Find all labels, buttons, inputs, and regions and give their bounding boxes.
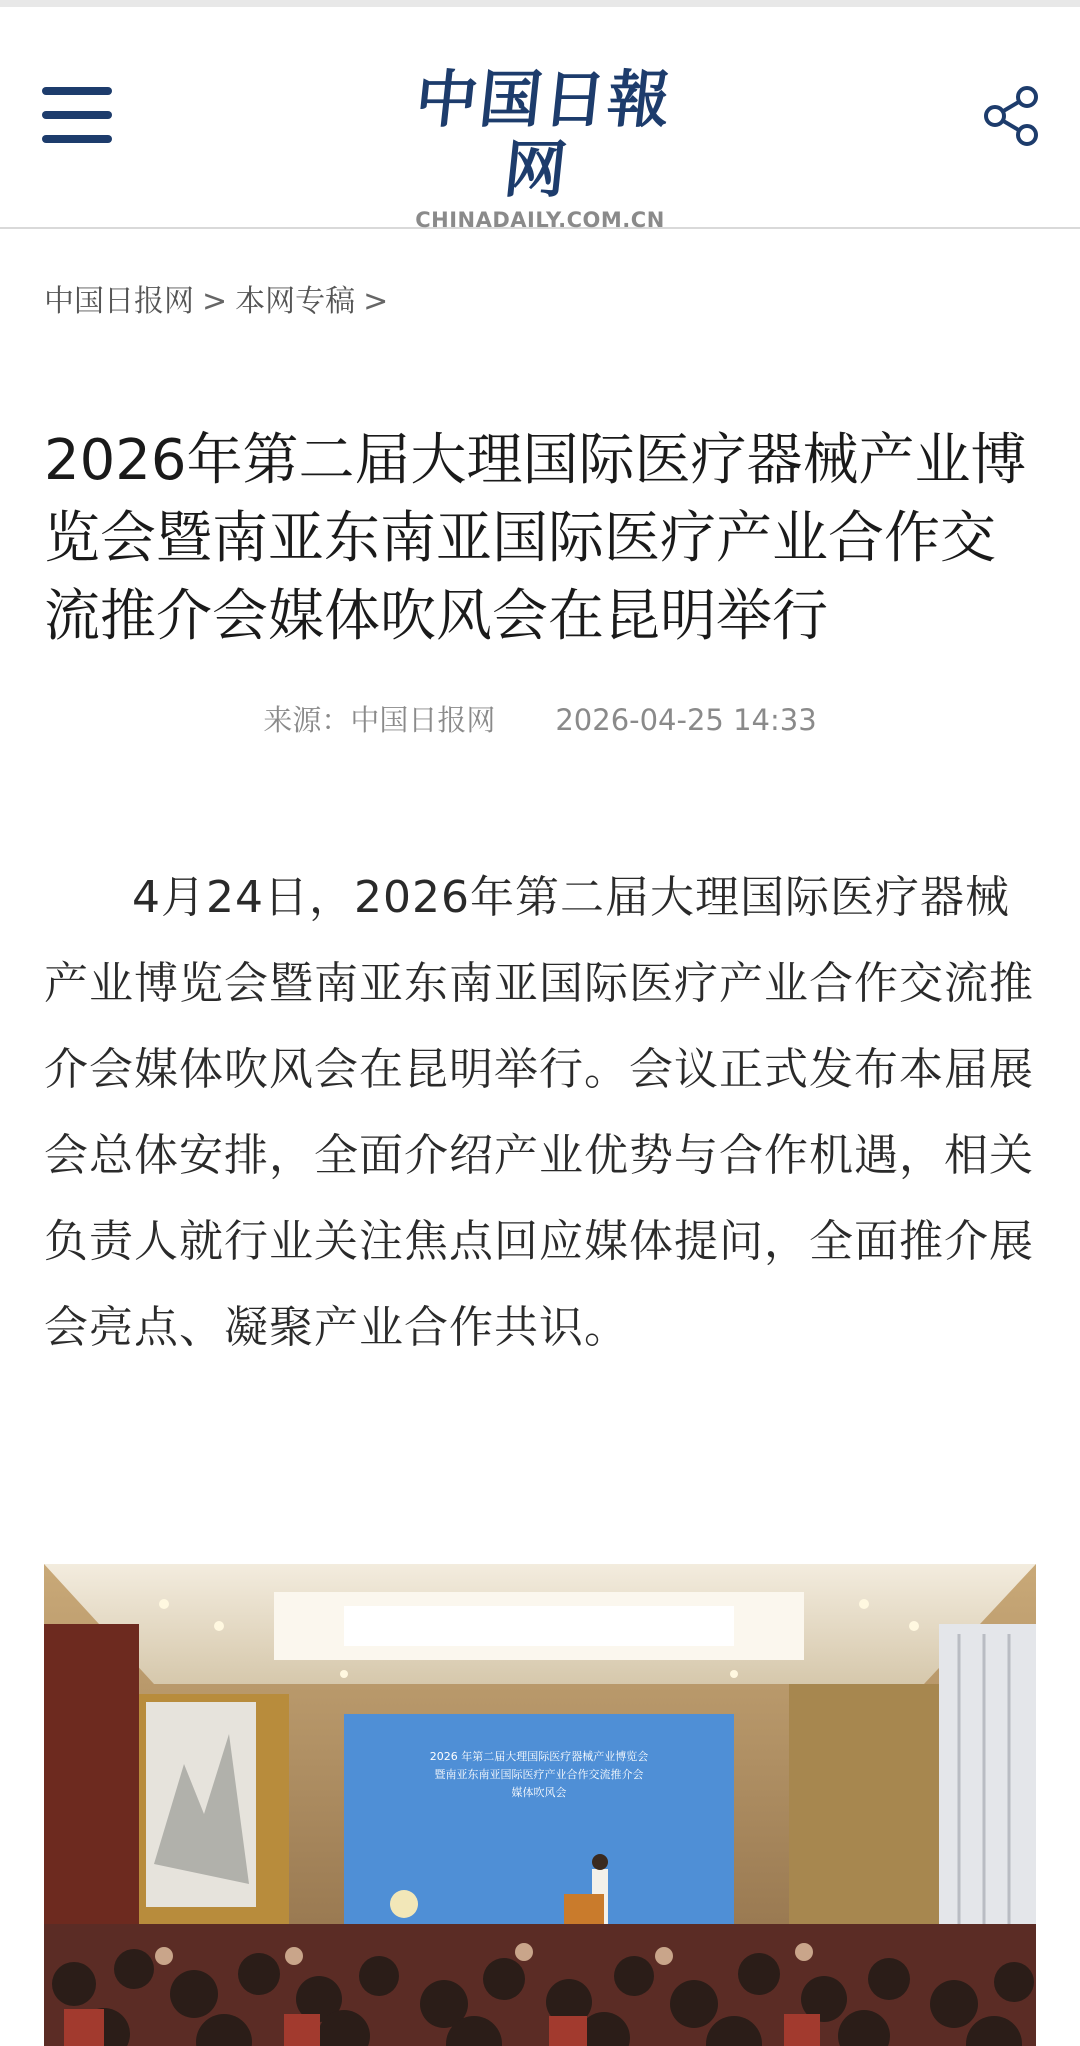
breadcrumb-home[interactable]: 中国日报网	[44, 284, 194, 319]
article-datetime: 2026-04-25 14:33	[555, 703, 817, 737]
breadcrumb	[44, 276, 396, 320]
breadcrumb-separator: >	[363, 284, 389, 319]
site-logo[interactable]	[395, 65, 685, 233]
screen-line-3: 媒体吹风会	[511, 1786, 567, 1799]
share-icon[interactable]	[982, 85, 1040, 147]
menu-icon[interactable]	[42, 87, 112, 143]
breadcrumb-separator: >	[202, 284, 228, 319]
logo-en: CHINADAILY.COM.CN	[415, 208, 665, 232]
logo-cn: 中国日報网	[411, 63, 676, 206]
article-title: 2026年第二届大理国际医疗器械产业博览会暨南亚东南亚国际医疗产业合作交流推介会媒体吹风会在昆明举行	[44, 428, 1027, 649]
article-source: 来源：中国日报网	[263, 703, 496, 737]
conference-scene	[44, 1564, 1036, 2046]
article-paragraph: 4月24日，2026年第二届大理国际医疗器械产业博览会暨南亚东南亚国际医疗产业合作交流推介会媒体吹风会在昆明举行。会议正式发布本届展会总体安排，全面介绍产业优势与合作机遇，相关负责人就行业关注焦点回应媒体提问，全面推介展会亮点、凝聚产业合作共识。	[44, 872, 1034, 1353]
status-strip	[0, 0, 1080, 7]
screen-line-2: 暨南亚东南亚国际医疗产业合作交流推介会	[434, 1768, 644, 1781]
article-photo[interactable]	[44, 1564, 1036, 2046]
breadcrumb-section[interactable]: 本网专稿	[235, 284, 356, 319]
article-meta	[0, 698, 1080, 739]
screen-line-1: 2026 年第二届大理国际医疗器械产业博览会	[429, 1750, 649, 1763]
site-header	[0, 7, 1080, 232]
